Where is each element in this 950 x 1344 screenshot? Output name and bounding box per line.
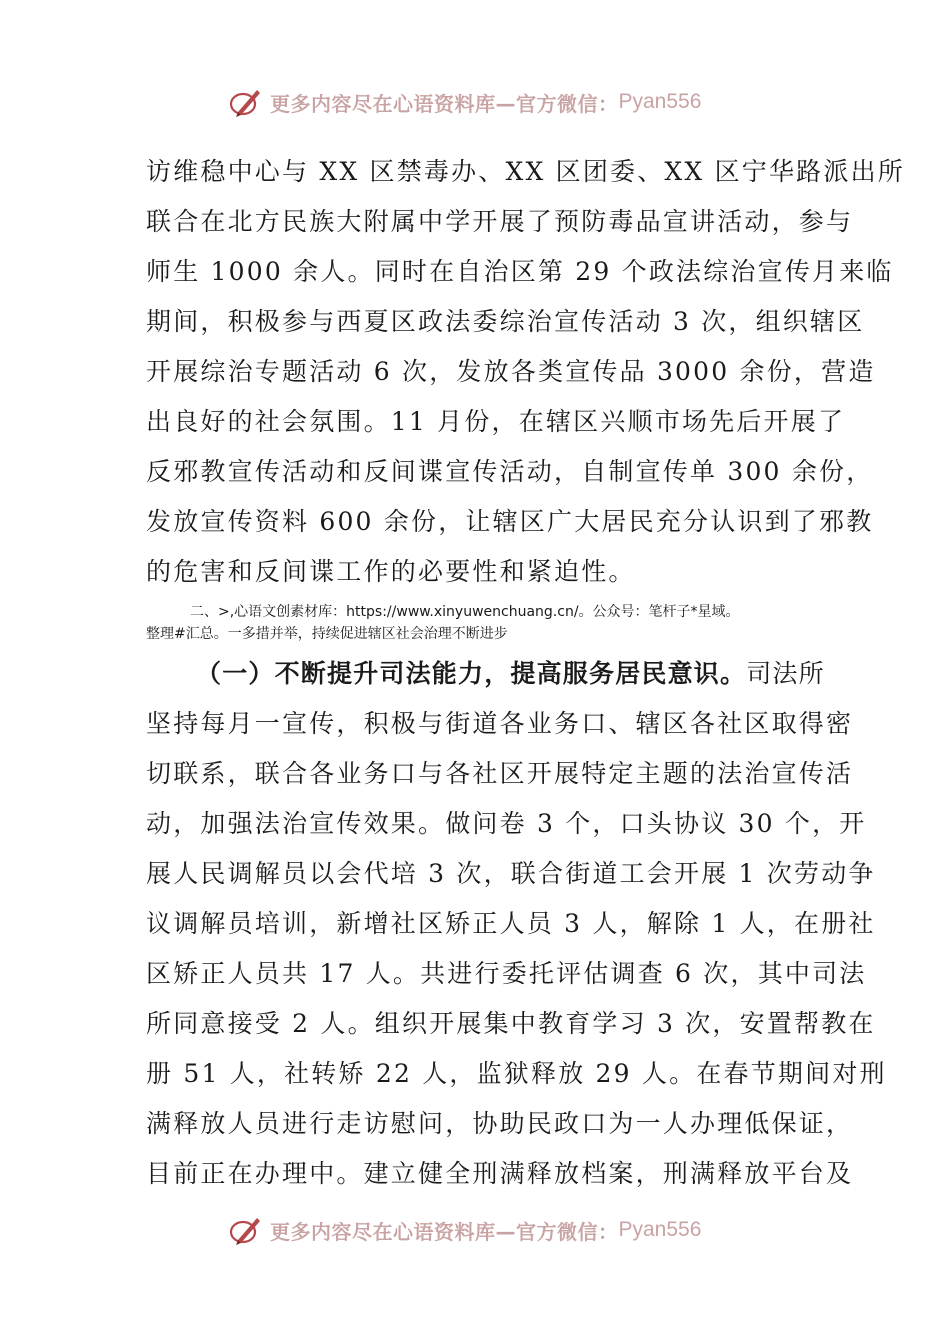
text-line: 期间，积极参与西夏区政法委综治宣传活动 3 次，组织辖区: [146, 307, 865, 336]
text-line: 展人民调解员以会代培 3 次，联合街道工会开展 1 次劳动争: [146, 859, 876, 888]
text-line: 开展综治专题活动 6 次，发放各类宣传品 3000 余份，营造: [146, 357, 876, 386]
pen-logo-icon: [228, 84, 264, 120]
pen-logo-icon: [228, 1212, 264, 1248]
banner-text: 更多内容尽在心语资料库—官方微信：: [270, 1219, 619, 1244]
text-line: 发放宣传资料 600 余份，让辖区广大居民充分认识到了邪教: [146, 507, 874, 536]
text-line: 满释放人员进行走访慰问，协助民政口为一人办理低保证，: [146, 1109, 854, 1138]
text-line: 目前正在办理中。建立健全刑满释放档案，刑满释放平台及: [146, 1159, 854, 1188]
text-line: 区矫正人员共 17 人。共进行委托评估调查 6 次，其中司法: [146, 959, 867, 988]
footer-banner: [228, 1210, 748, 1250]
text-line: 坚持每月一宣传，积极与街道各业务口、辖区各社区取得密: [146, 709, 854, 738]
text-line: 师生 1000 余人。同时在自治区第 29 个政法综治宣传月来临: [146, 257, 894, 286]
text-line: 访维稳中心与 XX 区禁毒办、XX 区团委、XX 区宁华路派出所: [146, 157, 905, 186]
section-note: [146, 601, 810, 649]
header-banner: [228, 82, 748, 122]
text-line: 切联系，联合各业务口与各社区开展特定主题的法治宣传活: [146, 759, 854, 788]
section-1-first-tail: 司法所: [746, 659, 825, 688]
text-line: 所同意接受 2 人。组织开展集中教育学习 3 次，安置帮教在: [146, 1009, 876, 1038]
note-line-1: 二、>,心语文创素材库：https://www.xinyuwenchuang.cn/。公众号：笔杆子*星域。: [190, 604, 740, 620]
section-1: [146, 649, 887, 1199]
text-line: 的危害和反间谍工作的必要性和紧迫性。: [146, 557, 636, 586]
banner-text: 更多内容尽在心语资料库—官方微信：: [270, 91, 619, 116]
text-line: 议调解员培训，新增社区矫正人员 3 人，解除 1 人，在册社: [146, 909, 876, 938]
text-line: 册 51 人，社转矫 22 人，监狱释放 29 人。在春节期间对刑: [146, 1059, 887, 1088]
note-line-2: 整理#汇总。一多措并举，持续促进辖区社会治理不断进步: [146, 626, 508, 642]
banner-wechat-id: Pyan556: [618, 1218, 702, 1241]
document-body: [146, 147, 905, 1199]
section-1-first-line: [146, 649, 825, 699]
text-line: 联合在北方民族大附属中学开展了预防毒品宣讲活动，参与: [146, 207, 854, 236]
text-line: 反邪教宣传活动和反间谍宣传活动，自制宣传单 300 余份，: [146, 457, 874, 486]
banner-wechat-id: Pyan556: [618, 90, 702, 113]
text-line: 出良好的社会氛围。11 月份，在辖区兴顺市场先后开展了: [146, 407, 846, 436]
text-line: 动，加强法治宣传效果。做问卷 3 个，口头协议 30 个，开: [146, 809, 867, 838]
section-1-heading: （一）不断提升司法能力，提高服务居民意识。: [196, 659, 747, 688]
paragraph-1: [146, 147, 905, 597]
